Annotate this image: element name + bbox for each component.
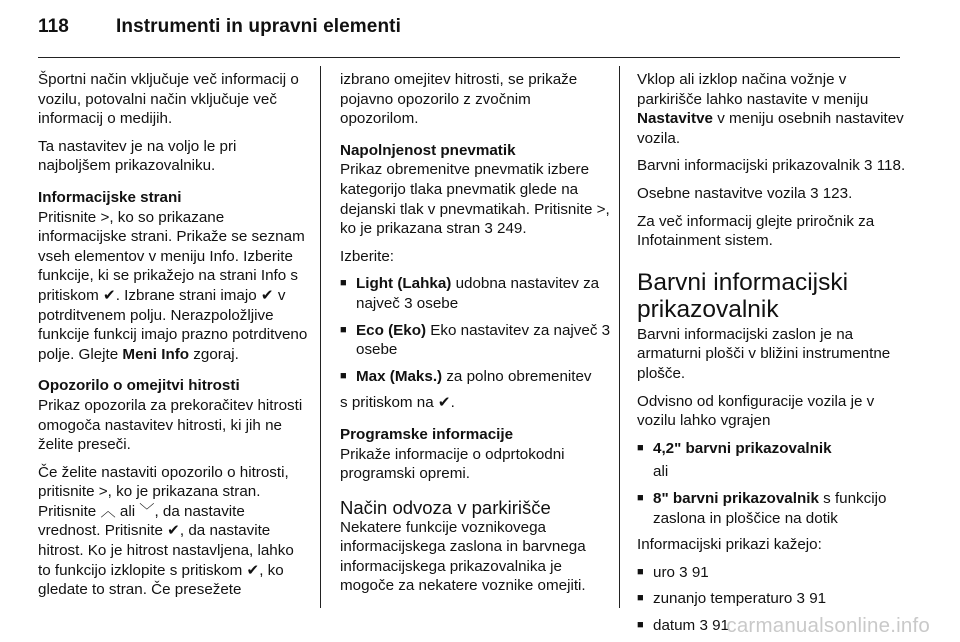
page-number: 118 [38,16,69,37]
option-label: 8" barvni prikazovalnik [653,489,819,507]
text: udobna nastavitev za največ 3 osebe [356,275,600,312]
menu-reference: Meni Info [122,345,190,363]
column-3 [637,70,909,642]
chevron-right-icon: > [100,208,110,226]
text: , ko so prikazane informacijske strani. Prikaže se seznam vseh elementov v meniju Info. Izberite funkcije, ki se prikažejo na strani Info s pritiskom [38,208,305,304]
paragraph: Odvisno od konfiguracije vozila je v vozilu lahko vgrajen [637,392,875,430]
page-reference-link[interactable]: 3 91 [679,563,709,581]
text: ali [115,502,140,520]
paragraph [637,156,909,176]
chevron-right-icon: > [596,200,606,218]
checkmark-icon: ✔ [167,522,180,540]
page-header [38,16,401,38]
text: zgoraj. [189,345,239,363]
page-reference-link[interactable]: 3 91 [699,616,729,634]
text: Če želite nastaviti opozorilo o hitrosti, pritisnite [38,463,289,501]
text: Eko nastavitev za največ 3 osebe [356,321,611,359]
text: , da nastavite vrednost. Pritisnite [38,502,245,540]
text: , ko je prikazana stran. Pritisnite [38,483,261,520]
subheading: Opozorilo o omejitvi hitrosti [38,377,240,395]
option-label: 4,2" barvni prikazovalnik [653,439,832,457]
checkmark-icon: ✔ [260,286,274,304]
list-item [637,589,909,609]
column-1 [38,70,310,608]
text: Vklop ali izklop načina vožnje v parkirišče lahko nastavite v meniju [637,71,869,108]
paragraph: izbrano omejitev hitrosti, se prikaže pojavno opozorilo z zvočnim opozorilom. [340,71,578,128]
text: s pritiskom na [340,394,438,412]
paragraph [340,393,612,413]
text: datum [653,616,700,634]
column-divider-1 [320,66,321,608]
paragraph: Športni način vključuje več informacij o vozilu, potovalni način vključuje več informacij o medijih. [38,71,299,128]
page-title: Instrumenti in upravni elementi [116,16,401,37]
checkmark-icon: ✔ [437,394,451,412]
paragraph: Izberite: [340,247,395,265]
paragraph [637,184,909,204]
list-item [637,563,909,583]
text: . [522,220,527,238]
text: , ko je prikazana stran [340,200,610,238]
text: uro [653,563,680,581]
checkmark-icon: ✔ [246,561,260,579]
chevron-up-icon: ︿ [100,502,116,520]
text: Prikaz obremenitve pnevmatik izbere kategorijo tlaka pnevmatik glede na dejanski tlak v pnevmatikah. Pritisnite [340,161,597,218]
text: Osebne nastavitve vozila [637,184,811,202]
page-reference-link[interactable]: 3 91 [796,590,827,608]
header-rule [38,57,900,58]
section-speed-warning [38,376,310,454]
subheading: Programske informacije [340,425,514,443]
list-item [340,321,612,360]
text: . [450,394,455,412]
column-2 [340,70,612,604]
watermark: carmanualsonline.info [726,614,930,637]
text: Prikaz opozorila za prekoračitev hitrosti omogoča nastavitev hitrosti, ki jih ne želite preseči. [38,396,303,454]
section-heading: Način odvoza v parkirišče [340,496,551,518]
section-info-pages [38,188,310,364]
text: s funkcijo zaslona in ploščice na dotik [653,489,887,527]
page-reference-link[interactable]: 3 118 [864,157,901,175]
text: Pritisnite [38,208,101,226]
paragraph: Nekatere funkcije voznikovega informacijskega zaslona in barvnega informacijskega prikazovalnika je mogoče za nekatere voznike omejiti. [340,518,586,595]
paragraph: Ta nastavitev je na voljo le pri najboljšem prikazovalniku. [38,137,237,175]
paragraph: Za več informacij glejte priročnik za Infotainment sistem. [637,212,875,250]
text: . [900,157,906,175]
text: za polno obremenitev [442,367,592,385]
option-label: Max (Maks.) [356,367,443,385]
column-divider-2 [619,66,620,608]
list-item [340,274,612,313]
paragraph [637,70,909,148]
section-heading: Barvni informacijski prikazovalnik [637,268,849,323]
section-software-info [340,425,612,484]
text: . [848,184,853,202]
text: , da nastavite hitrost. Ko je hitrost nastavljena, lahko to funkcijo izklopite s pritiskom [38,522,294,579]
chevron-down-icon: ﹀ [139,502,155,520]
text: zunanjo temperaturo [653,590,797,608]
section-tyre-load [340,141,612,239]
checkmark-icon: ✔ [102,286,116,304]
text: ali [653,463,669,481]
menu-reference: Nastavitve [637,110,713,128]
text: Prikaže informacije o odprtokodni programski opremi. [340,445,565,483]
paragraph: Barvni informacijski zaslon je na armaturni plošči v bližini instrumentne plošče. [637,325,891,382]
page-reference-link[interactable]: 3 123 [810,184,849,202]
text: , ko gledate to stran. Če presežete [38,561,284,599]
paragraph [38,463,310,600]
subheading: Informacijske strani [38,188,182,206]
option-label: Light (Lahka) [356,275,452,293]
chevron-right-icon: > [98,483,108,501]
text: v potrditvenem polju. Nerazpoložljive funkcije funkcij imajo prazno potrditveno polje. Glejte [38,286,308,363]
subheading: Napolnjenost pnevmatik [340,141,516,159]
list-item [340,367,612,387]
list-item [637,439,909,482]
text: v meniju osebnih nastavitev vozila. [637,110,904,147]
paragraph: Informacijski prikazi kažejo: [637,536,822,554]
page-reference-link[interactable]: 3 249 [484,220,523,238]
text: . Izbrane strani imajo [115,286,261,304]
list-item [637,489,909,528]
text: Barvni informacijski prikazovalnik [637,157,865,175]
option-label: Eco (Eko) [356,321,427,339]
